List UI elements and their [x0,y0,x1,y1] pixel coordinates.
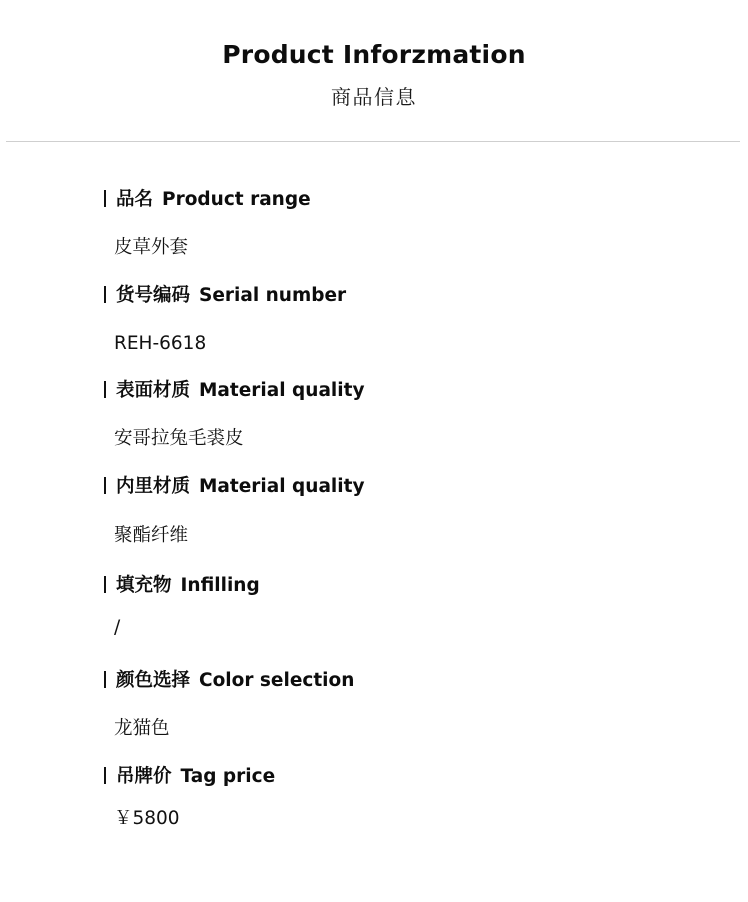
spec-label-en: Material quality [199,476,365,497]
label-bar-marker [104,190,106,207]
spec-value: 皮草外套 [114,237,189,258]
spec-label-en: Material quality [199,380,365,401]
spec-label-cn: 内里材质 [116,476,191,497]
spec-value: 聚酯纤维 [114,525,189,546]
spec-value: 安哥拉兔毛裘皮 [114,428,244,449]
label-bar-marker [104,286,106,303]
spec-value: / [114,617,121,638]
spec-label-cn: 表面材质 [116,380,191,401]
page-subtitle: 商品信息 [331,85,417,109]
spec-label-cn: 吊牌价 [116,766,172,787]
spec-label [104,573,260,599]
spec-label-cn: 货号编码 [116,285,191,306]
spec-label-cn: 颜色选择 [116,670,191,691]
spec-label-cn: 填充物 [116,575,172,596]
label-bar-marker [104,381,106,398]
label-bar-marker [104,767,106,784]
spec-label [104,474,365,500]
spec-label-en: Product range [162,189,311,210]
spec-label-en: Tag price [180,766,276,787]
spec-value: REH-6618 [114,333,207,354]
spec-label-en: Color selection [199,670,355,691]
spec-label-en: Infilling [180,575,260,596]
spec-label [104,283,346,309]
label-bar-marker [104,576,106,593]
spec-label [104,187,311,213]
spec-value-price: ￥5800 [114,808,180,829]
spec-value: 龙猫色 [114,718,170,739]
spec-label-cn: 品名 [116,189,154,210]
page-title: Product Inforzmation [222,40,526,69]
label-bar-marker [104,671,106,688]
spec-label [104,378,365,404]
spec-label-en: Serial number [199,285,347,306]
spec-label [104,668,354,694]
header-divider [6,141,740,142]
spec-label [104,764,275,790]
label-bar-marker [104,477,106,494]
